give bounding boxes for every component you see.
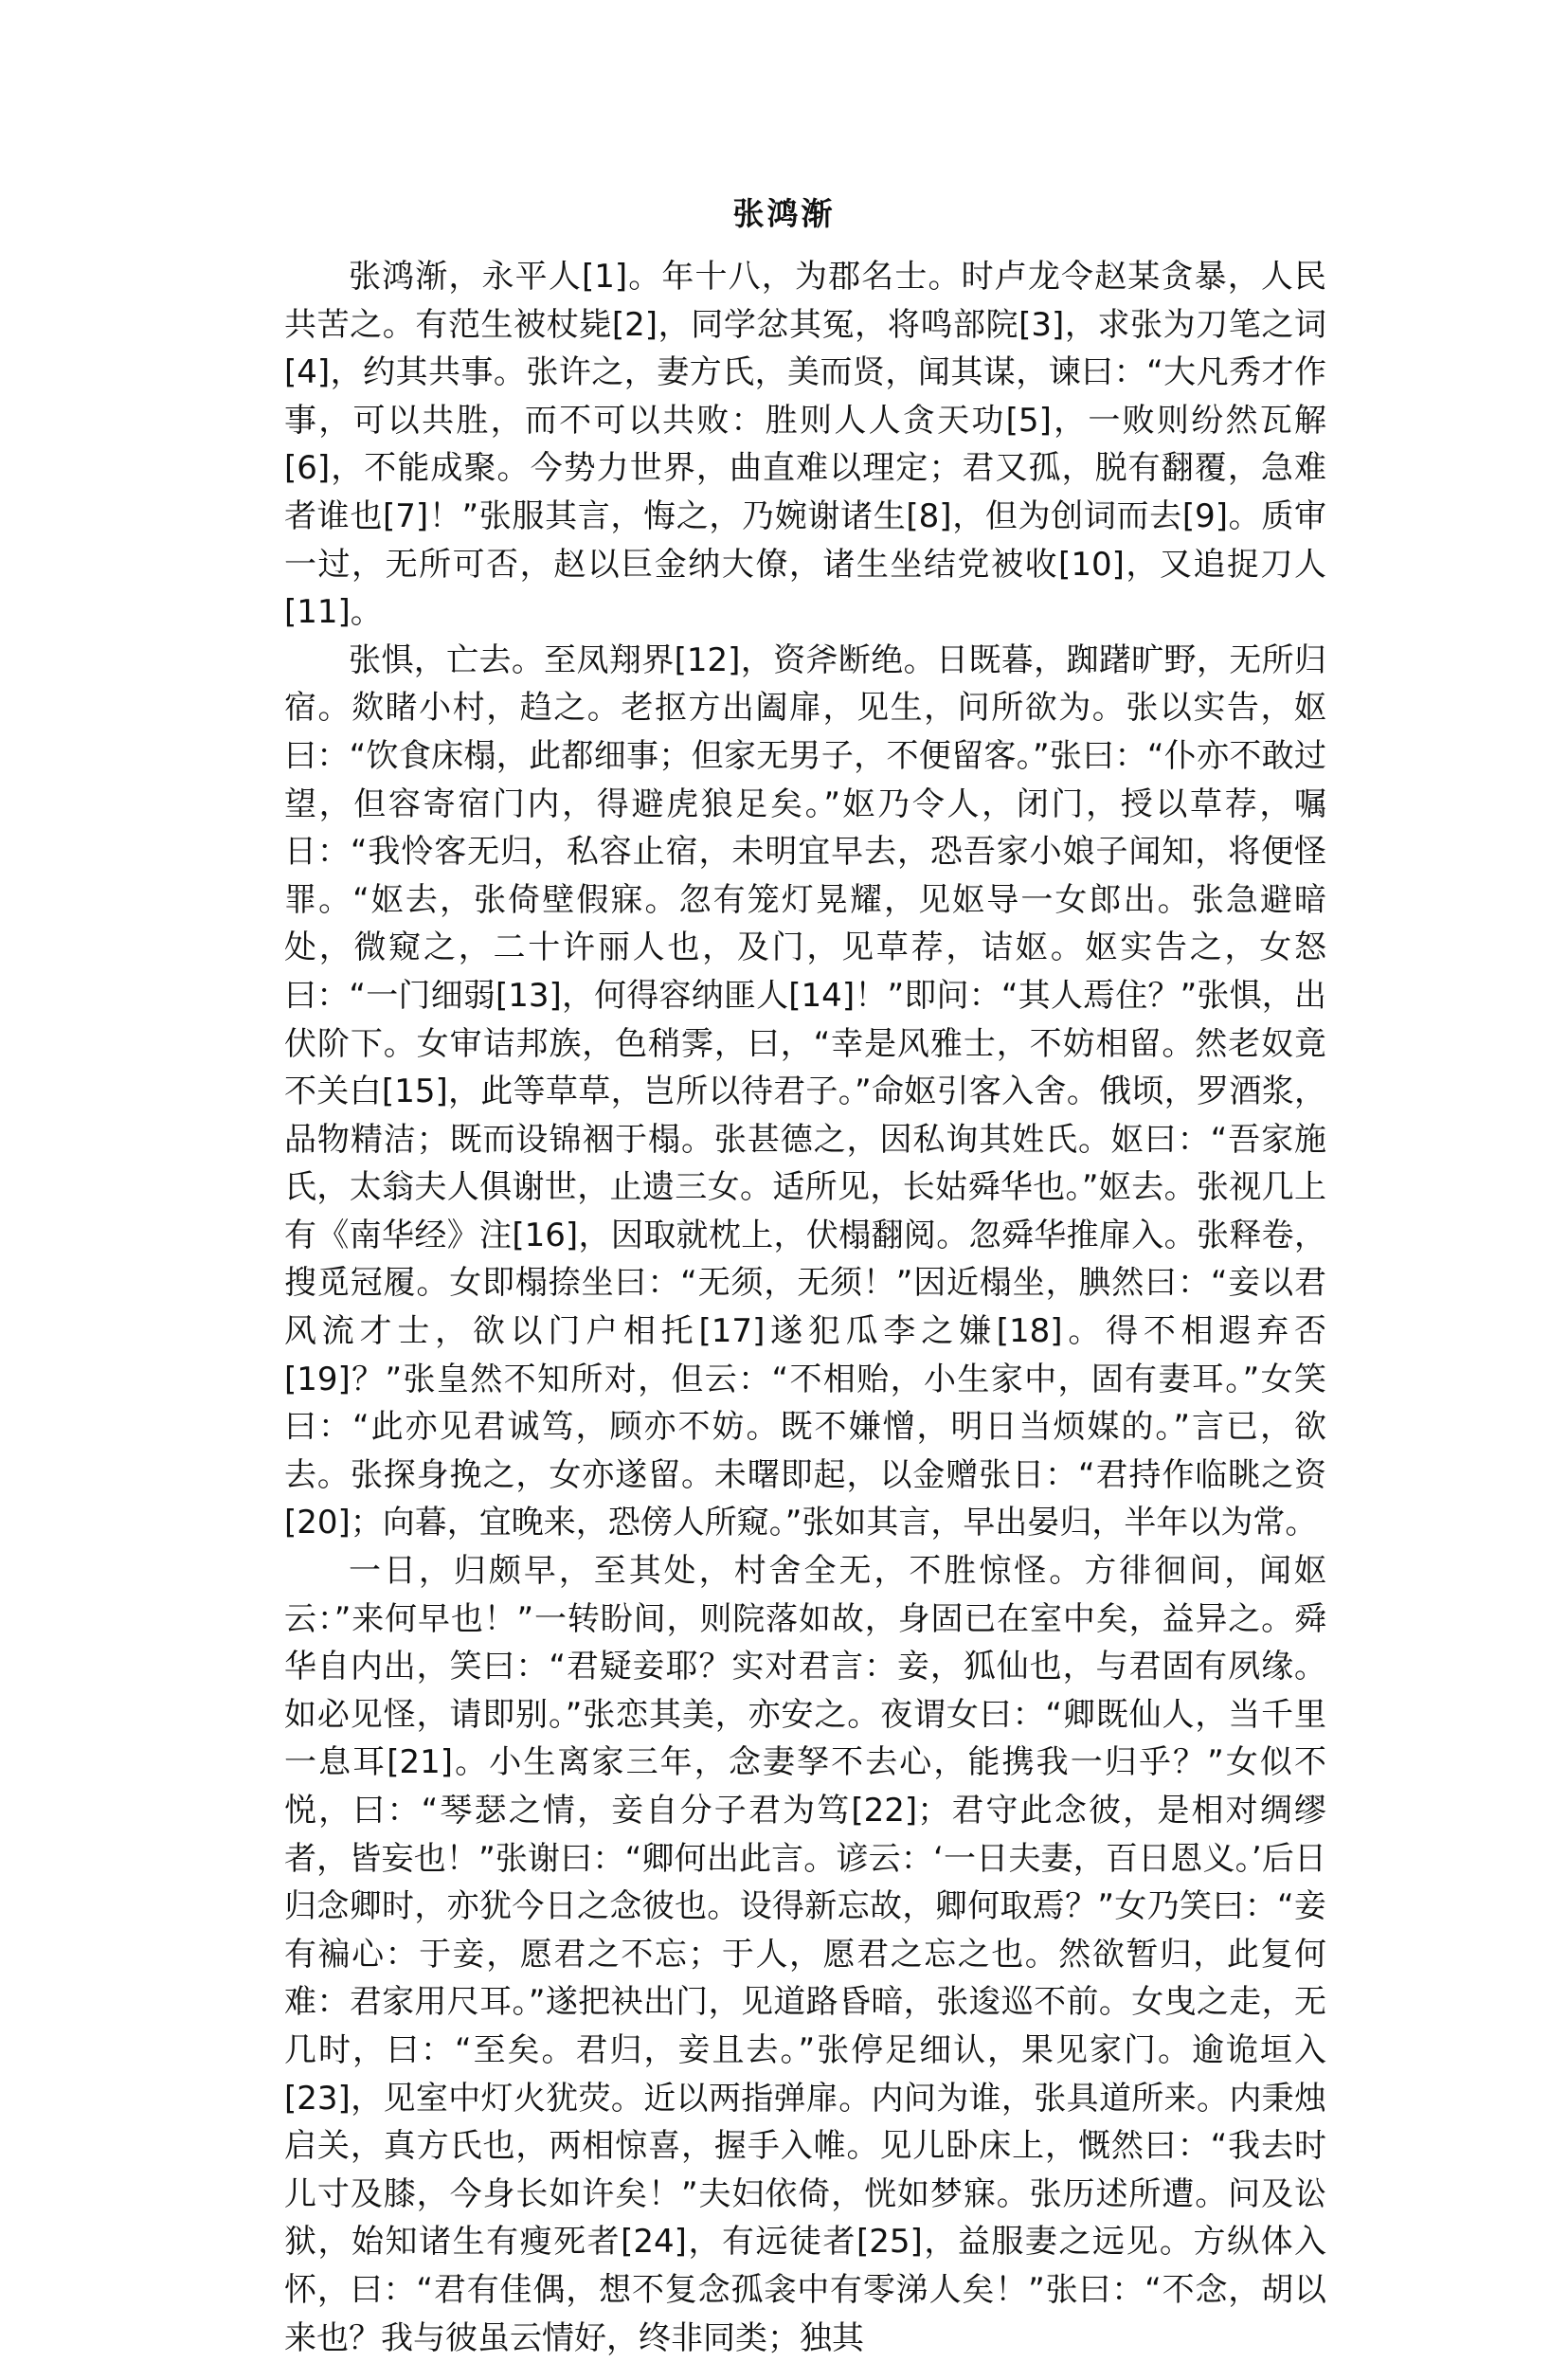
paragraph: 张惧，亡去。至凤翔界[12]，资斧断绝。日既暮，踟躇旷野，无所归宿。欻睹小村，趋之。老抠方出阖扉，见生，问所欲为。张以实告，妪曰：“饮食床榻，此都细事；但家无男子，不便留客。”张曰：“仆亦不敢过望，但容寄宿门内，得避虎狼足矣。”妪乃令人，闭门，授以草荐，嘱日：“我怜客无归，私容止宿，未明宜早去，恐吾家小娘子闻知，将便怪罪。“妪去，张倚壁假寐。忽有笼灯晃耀，见妪导一女郎出。张急避暗处，微窥之，二十许丽人也，及门，见草荐，诘妪。妪实告之，女怒曰：“一门细弱[13]，何得容纳匪人[14]！”即问：“其人焉住？”张惧，出伏阶下。女审诘邦族，色稍霁，曰，“幸是风雅士，不妨相留。然老奴竟不关白[15]，此等草草，岂所以待君子。”命妪引客入舍。俄顷，罗酒浆，品物精洁；既而设锦裀于榻。张甚德之，因私询其姓氏。妪曰：“吾家施氏，太翁夫人俱谢世，止遗三女。适所见，长姑舜华也。”妪去。张视几上有《南华经》注[16]，因取就枕上，伏榻翻阅。忽舜华推扉入。张释卷，搜觅冠履。女即榻捺坐曰：“无须，无须！”因近榻坐，腆然曰：“妾以君风流才士，欲以门户相托[17]遂犯瓜李之嫌[18]。得不相遐弃否[19]？”张皇然不知所对，但云：“不相贻，小生家中，固有妻耳。”女笑曰：“此亦见君诚笃，顾亦不妨。既不嫌憎，明日当烦媒的。”言已，欲去。张探身挽之，女亦遂留。未曙即起，以金赠张日：“君持作临眺之资[20]；向暮，宜晚来，恐傍人所窥。”张如其言，早出晏归，半年以为常。 (284, 640, 1326, 1542)
paragraph: 一日，归颇早，至其处，村舍全无，不胜惊怪。方徘徊间，闻妪云：”来何早也！”一转盼间，则院落如故，身固已在室中矣，益异之。舜华自内出，笑曰：“君疑妾耶？实对君言：妾，狐仙也，与君固有夙缘。如必见怪，请即别。”张恋其美，亦安之。夜谓女曰：“卿既仙人，当千里一息耳[21]。小生离家三年，念妻孥不去心，能携我一归乎？”女似不悦，曰：“琴瑟之情，妾自分子君为笃[22]；君守此念彼，是相对绸缪者，皆妄也！”张谢曰：“卿何出此言。谚云：‘一日夫妻，百日恩义。’后日归念卿时，亦犹今日之念彼也。设得新忘故，卿何取焉？”女乃笑曰：“妾有褊心：于妾，愿君之不忘；于人，愿君之忘之也。然欲暂归，此复何难：君家用尺耳。”遂把袂出门，见道路昏暗，张逡巡不前。女曳之走，无几时，曰：“至矣。君归，妾且去。”张停足细认，果见家门。逾诡垣入[23]，见室中灯火犹荧。近以两指弹扉。内问为谁，张具道所来。内秉烛启关，真方氏也，两相惊喜，握手入帷。见儿卧床上，慨然曰：“我去时儿寸及膝，今身长如许矣！”夫妇依倚，恍如梦寐。张历述所遭。问及讼狱，始知诸生有瘦死者[24]，有远徒者[25]，益服妻之远见。方纵体入怀，曰：“君有佳偶，想不复念孤衾中有零涕人矣！”张曰：“不念，胡以来也？我与彼虽云情好，终非同类；独其 (284, 1552, 1326, 2357)
paragraph: 张鸿渐，永平人[1]。年十八，为郡名士。时卢龙令赵某贪暴，人民共苦之。有范生被杖毙[2]，同学忿其冤，将鸣部院[3]，求张为刀笔之词[4]，约其共事。张许之，妻方氏，美而贤，闻其谋，谏曰：“大凡秀才作事，可以共胜，而不可以共败：胜则人人贪天功[5]，一败则纷然瓦解[6]，不能成聚。今势力世界，曲直难以理定；君又孤，脱有翻覆，急难者谁也[7]！”张服其言，悔之，乃婉谢诸生[8]，但为创词而去[9]。质审一过，无所可否，赵以巨金纳大僚，诸生坐结党被收[10]，又追捉刀人[11]。 (284, 258, 1326, 632)
document-body (284, 253, 1326, 2362)
document-title: 张鸿渐 (732, 195, 836, 232)
